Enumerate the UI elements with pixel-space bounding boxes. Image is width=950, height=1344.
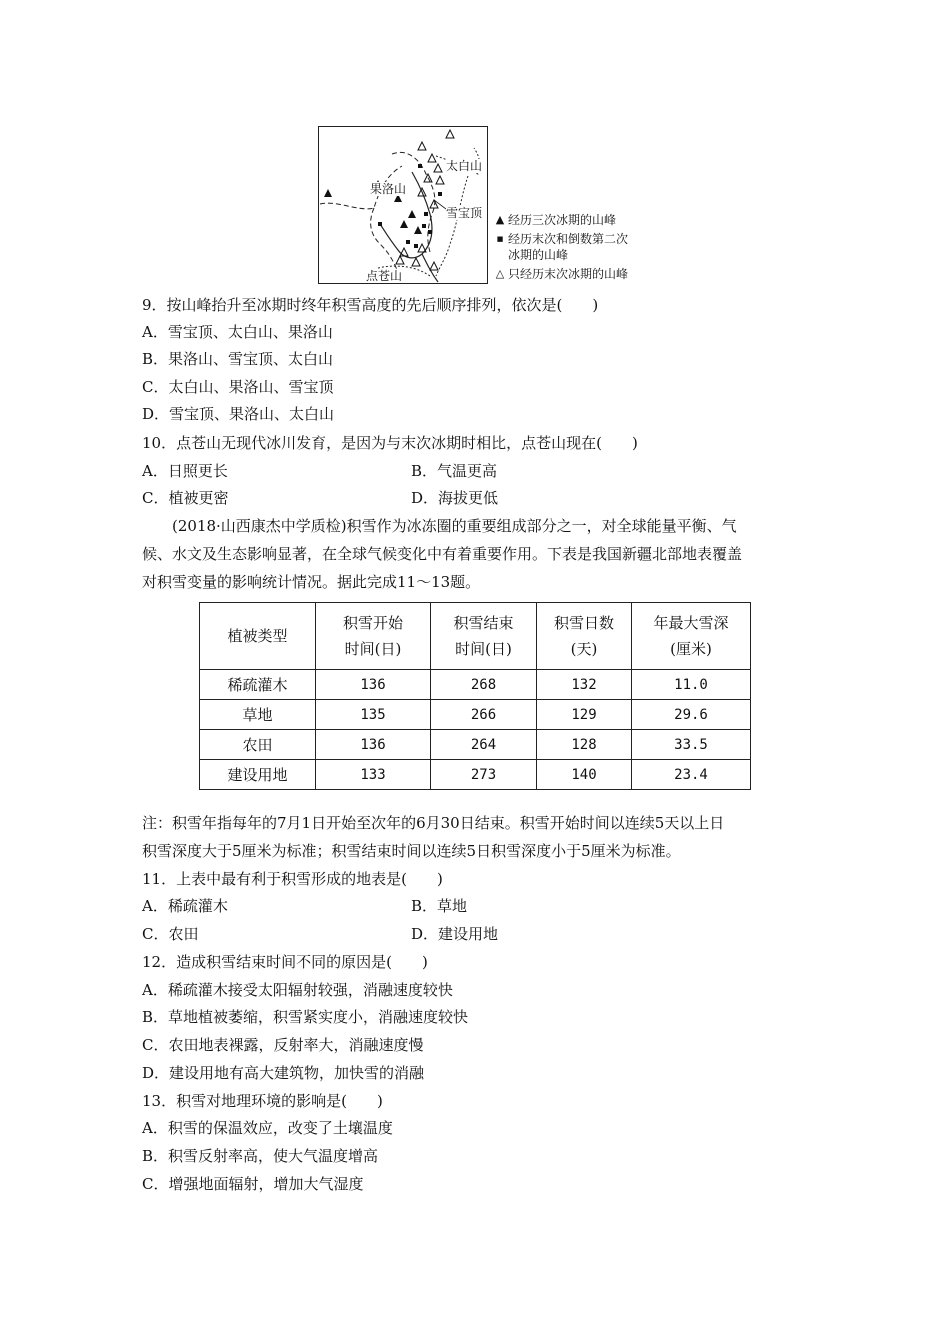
header-text: 年最大雪深 [653, 614, 729, 632]
label-taibai-shan: 太白山 [446, 159, 483, 173]
table-row [200, 670, 751, 700]
table-cell: 268 [431, 670, 537, 700]
label-xuebao-ding: 雪宝顶 [446, 206, 483, 220]
table-row [200, 730, 751, 760]
table-cell: 264 [431, 730, 537, 760]
question-12-option-d: D．建设用地有高大建筑物，加快雪的消融 [142, 1064, 425, 1082]
hollow-triangle-icon: △ [495, 267, 505, 280]
header-text: 积雪开始 [342, 614, 403, 632]
intro-line-3: 对积雪变量的影响统计情况。据此完成11～13题。 [142, 573, 481, 591]
question-11-option-a: A．稀疏灌木 [142, 897, 228, 915]
legend-row-two-glaciations [494, 231, 628, 263]
question-9-option-b: B．果洛山、雪宝顶、太白山 [142, 350, 334, 368]
question-10-option-b: B．气温更高 [411, 462, 498, 480]
header-text: (厘米) [670, 640, 712, 658]
question-11-option-c: C．农田 [142, 925, 199, 943]
table-cell: 11.0 [632, 670, 751, 700]
header-text: 时间(日) [455, 640, 512, 658]
table-cell: 273 [431, 760, 537, 790]
question-13-option-b: B．积雪反射率高，使大气温度增高 [142, 1147, 379, 1165]
question-11-stem: 11．上表中最有利于积雪形成的地表是( ) [142, 870, 443, 888]
table-header-cell [316, 603, 431, 670]
table-header-cell [200, 603, 316, 670]
filled-square-icon: ■ [496, 235, 504, 243]
legend-label-line1: 经历末次和倒数第二次 [508, 232, 629, 246]
header-text: 积雪日数 [553, 614, 614, 632]
table-row [200, 760, 751, 790]
table-cell: 29.6 [632, 700, 751, 730]
label-diancang-shan: 点苍山 [366, 269, 403, 283]
table-row [200, 700, 751, 730]
question-9-option-a: A．雪宝顶、太白山、果洛山 [142, 323, 333, 341]
filled-triangle-icon: ▲ [495, 213, 505, 226]
question-9-stem: 9．按山峰抬升至冰期时终年积雪高度的先后顺序排列，依次是( ) [142, 296, 599, 314]
header-text: 植被类型 [227, 627, 288, 645]
question-13-option-a: A．积雪的保温效应，改变了土壤温度 [142, 1119, 393, 1137]
table-header-row [200, 603, 751, 670]
question-9-option-c: C．太白山、果洛山、雪宝顶 [142, 378, 334, 396]
legend-label: 经历三次冰期的山峰 [508, 213, 617, 227]
question-13-stem: 13．积雪对地理环境的影响是( ) [142, 1092, 383, 1110]
legend-label: 只经历末次冰期的山峰 [508, 267, 629, 281]
question-10-stem: 10．点苍山无现代冰川发育，是因为与末次冰期时相比，点苍山现在( ) [142, 434, 638, 452]
map-legend [494, 212, 628, 285]
header-text: (天) [570, 640, 598, 658]
legend-label [508, 231, 628, 263]
question-10-option-d: D．海拔更低 [411, 489, 499, 507]
table-cell: 129 [537, 700, 632, 730]
question-9-option-d: D．雪宝顶、果洛山、太白山 [142, 405, 335, 423]
table-cell: 128 [537, 730, 632, 760]
table-cell: 266 [431, 700, 537, 730]
question-12-stem: 12．造成积雪结束时间不同的原因是( ) [142, 953, 428, 971]
question-10-option-c: C．植被更密 [142, 489, 229, 507]
question-10-option-a: A．日照更长 [142, 462, 228, 480]
table-header-cell [632, 603, 751, 670]
question-12-option-b: B．草地植被萎缩，积雪紧实度小，消融速度较快 [142, 1008, 469, 1026]
table-note-line-1: 注：积雪年指每年的7月1日开始至次年的6月30日结束。积雪开始时间以连续5天以上日 [142, 814, 725, 832]
table-cell: 23.4 [632, 760, 751, 790]
table-cell: 建设用地 [200, 760, 316, 790]
question-12-option-c: C．农田地表裸露，反射率大，消融速度慢 [142, 1036, 424, 1054]
table-cell: 草地 [200, 700, 316, 730]
label-guoluo-shan: 果洛山 [370, 182, 407, 196]
table-cell: 133 [316, 760, 431, 790]
question-11-option-d: D．建设用地 [411, 925, 499, 943]
header-text: 时间(日) [344, 640, 402, 658]
snow-cover-table [199, 602, 751, 790]
table-cell: 稀疏灌木 [200, 670, 316, 700]
question-11-option-b: B．草地 [411, 897, 468, 915]
table-cell: 132 [537, 670, 632, 700]
table-cell: 135 [316, 700, 431, 730]
legend-row-three-glaciations [494, 212, 628, 228]
intro-line-1: (2018·山西康杰中学质检)积雪作为冰冻圈的重要组成部分之一，对全球能量平衡、气 [172, 517, 737, 535]
table-header-cell [537, 603, 632, 670]
glacier-map-figure [318, 126, 640, 286]
table-header-cell [431, 603, 537, 670]
table-cell: 136 [316, 730, 431, 760]
table-note-line-2: 积雪深度大于5厘米为标准；积雪结束时间以连续5日积雪深度小于5厘米为标准。 [142, 842, 681, 860]
map-drawing [318, 126, 488, 284]
header-text: 积雪结束 [453, 614, 514, 632]
question-12-option-a: A．稀疏灌木接受太阳辐射较强，消融速度较快 [142, 981, 453, 999]
table-cell: 136 [316, 670, 431, 700]
question-13-option-c: C．增强地面辐射，增加大气湿度 [142, 1175, 364, 1193]
legend-label-line2: 冰期的山峰 [508, 248, 569, 262]
table-cell: 33.5 [632, 730, 751, 760]
legend-row-last-glaciation [494, 266, 628, 282]
table-cell: 农田 [200, 730, 316, 760]
intro-line-2: 候、水文及生态影响显著，在全球气候变化中有着重要作用。下表是我国新疆北部地表覆盖 [142, 545, 743, 563]
table-cell: 140 [537, 760, 632, 790]
